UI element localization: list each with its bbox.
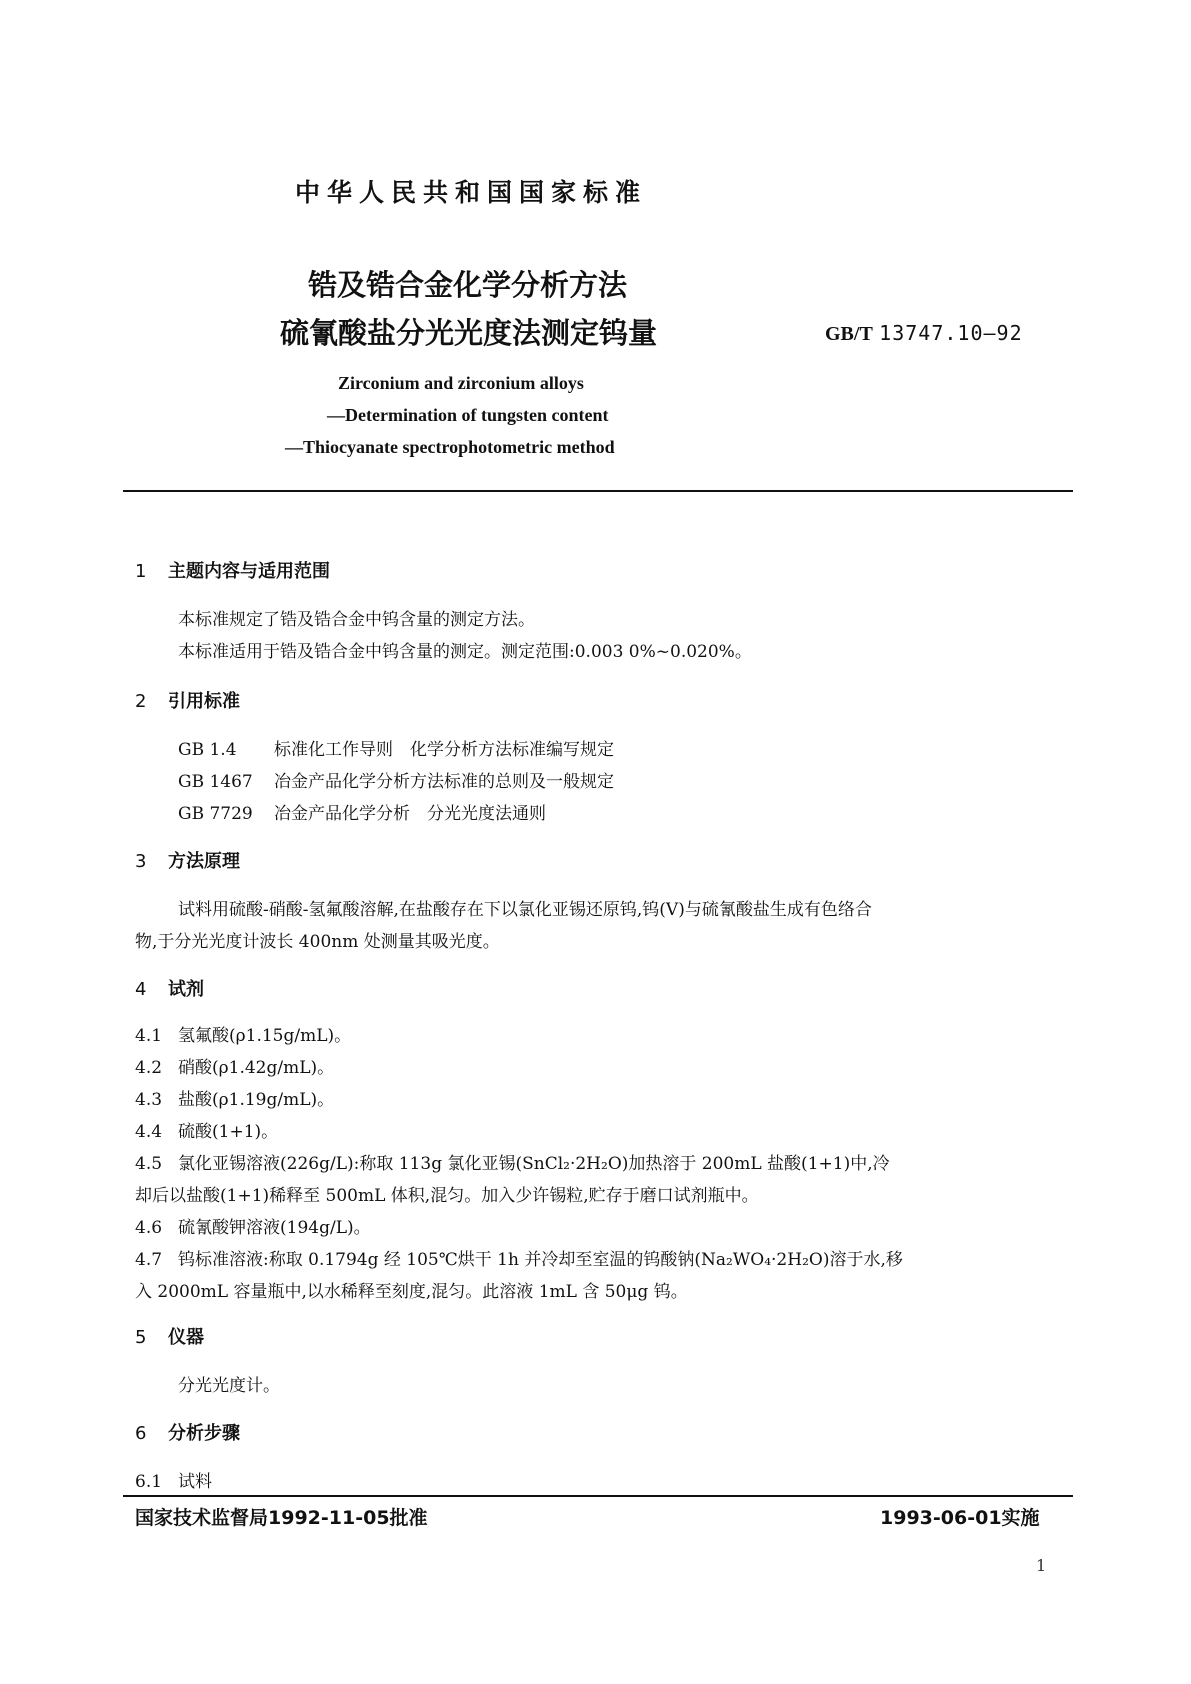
section-5-heading [135,1323,204,1349]
english-title-line-3: —Thiocyanate spectrophotometric method [285,437,615,457]
item-text: 试料 [178,1472,212,1492]
section-title: 主题内容与适用范围 [168,561,330,582]
item-number: 4.1 [135,1026,163,1046]
standard-number [825,321,1023,346]
item-number: 4.3 [135,1090,163,1110]
section-4-heading [135,975,204,1001]
section-title: 分析步骤 [168,1423,240,1444]
section-number: 1 [135,561,147,582]
section-3-heading [135,847,240,873]
reference-code: GB 7729 [178,804,253,824]
item-number: 4.2 [135,1058,163,1078]
item-text: 钨标准溶液:称取 0.1794g 经 105℃烘干 1h 并冷却至室温的钨酸钠(Na₂WO₄·2H₂O)溶于水,移 [178,1250,903,1270]
section-number: 5 [135,1327,147,1348]
item-number: 4.4 [135,1122,163,1142]
item-number: 6.1 [135,1472,163,1492]
section-title: 方法原理 [168,851,240,872]
reagent-item [135,1085,334,1110]
reagent-item [135,1213,371,1238]
section-title: 引用标准 [168,691,240,712]
section-1-heading [135,557,330,583]
english-title-line-1: Zirconium and zirconium alloys [338,373,584,393]
reagent-item-continuation: 却后以盐酸(1+1)稀释至 500mL 体积,混匀。加入少许锡粒,贮存于磨口试剂瓶中。 [135,1186,759,1206]
section-2-heading [135,687,240,713]
reagent-item-continuation: 入 2000mL 容量瓶中,以水稀释至刻度,混匀。此溶液 1mL 含 50μg 钨。 [135,1282,688,1302]
reference-item [178,767,614,792]
item-number: 4.6 [135,1218,163,1238]
reagent-item [135,1149,890,1174]
paragraph: 试料用硫酸-硝酸-氢氟酸溶解,在盐酸存在下以氯化亚锡还原钨,钨(V)与硫氰酸盐生成有色络合 [178,900,872,920]
footer-divider [123,1495,1073,1497]
page-number: 1 [1036,1556,1047,1575]
item-text: 硝酸(ρ1.42g/mL)。 [178,1058,335,1078]
standard-code: GB/T [825,323,873,345]
section-number: 3 [135,851,147,872]
item-text: 硫酸(1+1)。 [178,1122,279,1142]
paragraph-continuation: 物,于分光光度计波长 400nm 处测量其吸光度。 [135,932,500,952]
reagent-item [135,1053,334,1078]
paragraph: 本标准规定了锆及锆合金中钨含量的测定方法。 [178,610,535,630]
standard-number-value: 13747.10—92 [879,321,1023,345]
item-text: 氢氟酸(ρ1.15g/mL)。 [178,1026,352,1046]
reagent-item [135,1245,903,1270]
section-6-heading [135,1419,240,1445]
section-number: 4 [135,979,147,1000]
reference-code: GB 1467 [178,772,253,792]
section-number: 6 [135,1423,147,1444]
title-line-1: 锆及锆合金化学分析方法 [308,268,628,302]
reference-text: 冶金产品化学分析 分光光度法通则 [274,804,546,824]
paragraph: 本标准适用于锆及锆合金中钨含量的测定。测定范围:0.003 0%~0.020%。 [178,642,752,662]
item-number: 4.7 [135,1250,163,1270]
national-standard-heading: 中华人民共和国国家标准 [295,178,648,207]
reagent-item [135,1117,278,1142]
subsection-heading [135,1467,212,1492]
title-line-2: 硫氰酸盐分光光度法测定钨量 [280,316,658,350]
section-title: 仪器 [168,1327,204,1348]
reagent-item [135,1021,351,1046]
reference-item [178,799,546,824]
english-title-line-2: —Determination of tungsten content [327,405,609,425]
section-number: 2 [135,691,147,712]
section-title: 试剂 [168,979,204,1000]
reference-code: GB 1.4 [178,740,237,760]
item-text: 硫氰酸钾溶液(194g/L)。 [178,1218,371,1238]
reference-item [178,735,614,760]
effective-date: 1993-06-01实施 [880,1507,1040,1529]
header-divider [123,490,1073,492]
item-text: 盐酸(ρ1.19g/mL)。 [178,1090,335,1110]
reference-text: 冶金产品化学分析方法标准的总则及一般规定 [274,772,614,792]
paragraph: 分光光度计。 [178,1376,280,1396]
item-text: 氯化亚锡溶液(226g/L):称取 113g 氯化亚锡(SnCl₂·2H₂O)加热溶于 200mL 盐酸(1+1)中,冷 [178,1154,890,1174]
item-number: 4.5 [135,1154,163,1174]
approval-date: 国家技术监督局1992-11-05批准 [135,1507,428,1529]
reference-text: 标准化工作导则 化学分析方法标准编写规定 [274,740,614,760]
